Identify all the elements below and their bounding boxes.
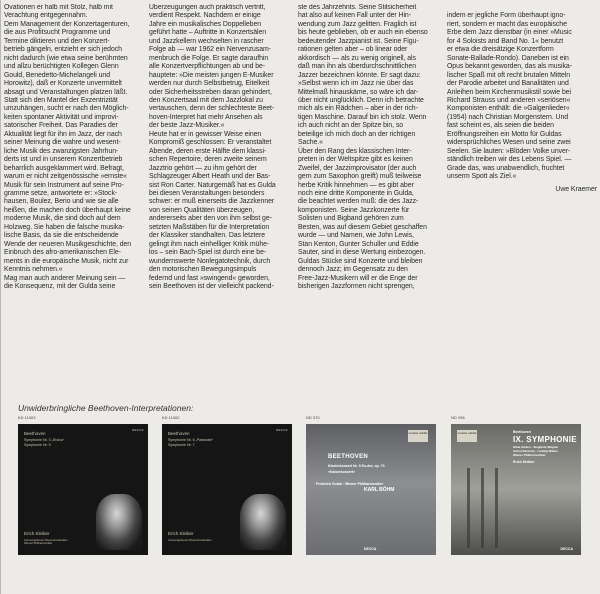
cover-credits: Friedrich Gulda · Wiener Philharmoniker	[316, 482, 384, 486]
record-cover-3	[306, 424, 436, 555]
cover-credits: Concertgebouw Orkest Amsterdam	[168, 538, 212, 542]
cover-composer: BEETHOVEN	[328, 454, 369, 460]
cover-title-1: Symphonie Nr. 3 „Eroica“	[24, 438, 65, 442]
catalog-number: ND 370	[306, 415, 320, 420]
article-column-4-text: indem er jegliche Form überhaupt igno- riert, sondern er macht das europäische Erbe dem Jazz dienstbar (in einer »Music for 4 Soloists and Band No. 1« benutzt er etwa die dreisätzige Konzertform Sonate-Ballade-Rondo). Daneben ist ein Opus bekannt geworden, das als musika- lischer Spaß mit oft recht brutalen Mitteln der Parodie arbeitet und Banalitäten und Anleihen beim Kirchenmusikstil sowie bei Richard Strauss und anderen »seriösen« Komponisten enthält: die »Galgenlieder« (1954) nach Christian Morgenstern. Und fast scheint es, als seien die beiden Eröffnungsreihen ein Motto für Guldas widersprüchliches Wesen und seine zwei Seelen. Sie lauten: »Blöden Volke unver- ständlich treiben wir des Lebens Spiel. — Grade das, was unabwendlich, fruchtet unserm Spott als Ziel.«	[447, 12, 572, 181]
cover-conductor: Erich Kleiber	[24, 531, 50, 536]
cover-title-1: Klavierkonzert Nr. 5 Es-dur, op. 73	[328, 464, 385, 468]
article-body	[4, 4, 600, 344]
conductor-portrait	[96, 494, 142, 550]
cover-conductor: KARL BÖHM	[364, 487, 395, 493]
author-signature: Uwe Kraemer	[555, 185, 597, 193]
article-column-3: ste des Jahrzehnts. Seine Stilsicherheit hat also auf keinen Fall unter der Hin- wendung zum Jazz gelitten. Fraglich ist bis heute geblieben, ob er auch ein ebenso bedeutender Jazzpianist ist. Seine Figu- rationen gelten aber – ob linear oder akkordisch — als zu wenig originell, als daß man ihn als überdurchschnittlichen Jazzer bezeichnen könnte. Er sagt dazu: »Selbst wenn ich im Jazz nie über das Mittelmaß hinauskäme, so wäre ich dar- über nicht unglücklich. Denn ich betrachte mich als ein Rädchen – aber in der rich- tigen Maschine. Darauf bin ich stolz. Wenn ich auch nicht an der Spitze bin, so beteilige ich mich doch an der richtigen Sache.« Über den Rang des klassischen Inter- preten in der Weltspitze gibt es keinen Zweifel, der Jazzimprovisator (der auch gern zum Saxophon greift) muß teilweise herbe Kritik hinnehmen — es gibt aber noch eine dritte Komponente in Gulda, die beachtet werden muß: die des Jazz- komponisten. Seine Jazzkonzerte für Solisten und Bigband gehören zum Besten, was auf diesem Gebiet geschaffen wurde — und Namen, wie John Lewis, Stan Kenton, Gunter Schuller und Eddie Sauter, sind in diese Wertung einbezogen. Guldas Stücke sind Konzerte und bleiben dennoch Jazz; im Gegensatz zu den Free-Jazz-Musikern will er die Enge der bisherigen Jazzformen nicht sprengen,	[298, 4, 428, 290]
article-column-4	[447, 4, 597, 344]
cover-title-2: »Kaiserkonzert«	[328, 470, 356, 474]
cover-title-1: Symphonie Nr. 6 „Pastorale“	[168, 438, 214, 442]
musica-nobilis-logo: musica nobilis	[457, 430, 477, 442]
decca-label: DECCA	[275, 428, 288, 432]
cover-title-1: IX. SYMPHONIE	[513, 435, 577, 444]
cover-title-2: Symphonie Nr. 5	[24, 443, 51, 447]
church-arches-image	[461, 468, 511, 548]
record-cover-1	[18, 424, 148, 555]
cover-credits: Concertgebouw Orkest Amsterdam Wiener Philharmoniker	[24, 538, 68, 546]
conductor-portrait	[240, 494, 286, 550]
record-cover-2	[162, 424, 292, 555]
cover-conductor: Erich Kleiber	[168, 531, 194, 536]
cover-conductor: Erich Kleiber	[513, 460, 535, 464]
catalog-number: ND 298	[451, 415, 465, 420]
musica-nobilis-logo: musica nobilis	[408, 430, 428, 442]
section-title: Unwiderbringliche Beethoven-Interpretationen:	[18, 403, 194, 413]
cover-title-2: Symphonie Nr. 7	[168, 443, 195, 447]
cover-credits: Hilde Güden · Sieglinde Wagner Anton Dermota · Ludwig Weber Wiener Philharmoniker	[513, 445, 559, 457]
page-edge	[0, 0, 1, 594]
decca-label: DECCA	[560, 547, 573, 551]
cover-composer: Beethoven	[24, 431, 46, 436]
article-column-2: Überzeugungen auch praktisch vertritt, verdient Respekt. Nachdem er einige Jahre ein musikalisches Doppelleben geführt hatte – Auftritte in Konzertsälen und Jazzkellern wechselten in rascher Folge ab — war 1962 ein Nervenzusam- menbruch die Folge. Er sagte daraufhin alle Konzertverpflichtungen ab und be- hauptete: »Die meisten jungen E-Musiker werden nur durch Selbstbetrug, Eitelkeit oder Sicherheitsstreben daran gehindert, den Konzertsaal mit dem Jazzlokal zu vertauschen, denn der schlechteste Beet- hoven-Interpret hat mehr Ansehen als der beste Jazz-Musiker.« Heute hat er in gewisser Weise einen Kompromiß geschlossen: Er veranstaltet Abende, deren erste Hälfte dem klassi- schen Repertoire, deren zweite seinem Jazztrio gehört — zu ihm gehört der Schlagzeuger Albert Heath und der Bas- sist Ron Carter. Naturgemäß hat es Gulda bei diesen Veranstaltungen besonders schwer: er muß einerseits die Jazzkenner von seinen Qualitäten überzeugen, andererseits aber den von ihm selbst ge- setzten Maßstäben für die Interpretation der Klassiker standhalten. Das letztere gelingt ihm nach einhelliger Kritik mühe- los – sein Bach-Spiel ist durch eine be- wundernswerte Nonlegatotechnik, durch den motorischen Bewegungsimpuls federnd und fast »swingend« geworden, sein Beethoven ist der vielleicht packend-	[149, 4, 276, 290]
decca-label: DECCA	[131, 428, 144, 432]
record-cover-4	[451, 424, 581, 555]
article-column-1: Ovationen er halb mit Stolz, halb mit Verachtung entgegennahm. Dem Management der Konzertagenturen, die aus Profitsucht Programme und Termine diktieren und den Konzert- betrieb gängeln, entzieht er sich jedoch nicht dadurch (wie etwa seine berühmten und allzu berüchtigten Kollegen Glenn Gould, Benedetto-Michelangeli und Horowitz), daß er Konzerte unvermittelt absagt und Veranstaltungen platzen läßt. Statt sich den Mantel der Exzentrizität umzuhängen, sucht er nach den Möglich- keiten spontaner Aktivität und improvi- satorischer Freiheit. Das Paradies der Aktualität liegt für ihn im Jazz, der nach seiner Meinung die wahre und wesent- liche Musik des zwanzigsten Jahrhun- derts ist und in unserem Konzertbetrieb beharrlich ausgeklammert wird. Befragt, warum er nicht zeitgenössische »ernste« Musik für sein Instrument auf seine Pro- gramme setze, antwortete er: »Stock- hausen, Boulez, Berio und wie sie alle heißen, die machen doch überhaupt keine moderne Musik, die sind doch auf dem Holzweg. Sie haben die falsche musika- lische Basis, da sie die entscheidende Wende der neueren Musikgeschichte, den Einbruch des afro-amerikanischen Ele- ments in die europäische Musik, nicht zur Kenntnis nehmen.« Mag man auch anderer Meinung sein — die Konsequenz, mit der Gulda seine	[4, 4, 132, 290]
catalog-number: KD 11002	[162, 415, 180, 420]
cover-composer: Beethoven	[168, 431, 190, 436]
cover-composer: Beethoven	[513, 430, 531, 434]
decca-label: DECCA	[364, 547, 377, 551]
catalog-number: KD 11003	[18, 415, 36, 420]
